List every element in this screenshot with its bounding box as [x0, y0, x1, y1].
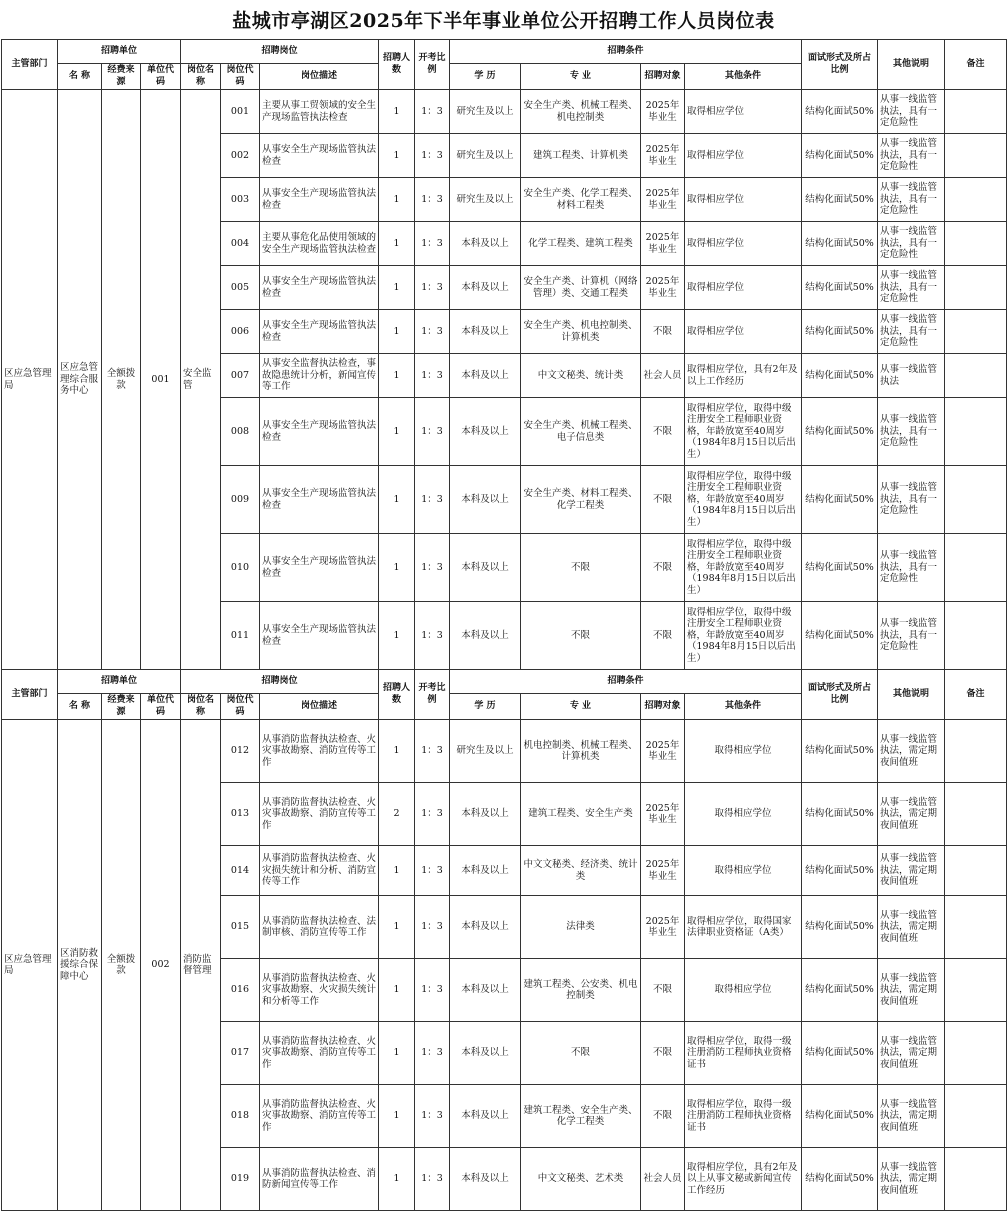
dept-cell: 区应急管理局	[2, 720, 58, 1211]
table-row	[2, 720, 1007, 783]
post-desc-cell: 从事消防监督执法检查、火灾事故勘察、消防宣传等工作	[260, 1085, 379, 1148]
dept-header: 主管部门	[2, 670, 58, 720]
post-desc-cell: 从事消防监督执法检查、法制审核、消防宣传等工作	[260, 896, 379, 959]
edu-cell: 本科及以上	[450, 1148, 521, 1211]
post-desc-cell: 从事消防监督执法检查、火灾损失统计和分析、消防宣传等工作	[260, 846, 379, 896]
target-cell: 社会人员	[641, 1148, 685, 1211]
target-cell: 2025年毕业生	[641, 222, 685, 266]
target-cell: 2025年毕业生	[641, 783, 685, 846]
post-code-cell: 007	[221, 354, 260, 398]
count-cell: 1	[379, 354, 415, 398]
cond-group-header: 招聘条件	[450, 670, 802, 694]
post-group-header: 招聘岗位	[181, 40, 379, 64]
interview-cell: 结构化面试50%	[802, 178, 878, 222]
other-cell: 取得相应学位	[685, 222, 802, 266]
remarks-cell	[945, 466, 1007, 534]
notes-cell: 从事一线监管执法，具有一定危险性	[878, 90, 945, 134]
interview-cell: 结构化面试50%	[802, 90, 878, 134]
post-desc-header: 岗位描述	[260, 694, 379, 720]
ratio-cell: 1：3	[415, 266, 450, 310]
post-desc-cell: 从事安全生产现场监管执法检查	[260, 310, 379, 354]
other-cell: 取得相应学位，取得国家法律职业资格证（A类）	[685, 896, 802, 959]
post-desc-cell: 主要从事工贸领域的安全生产现场监管执法检查	[260, 90, 379, 134]
post-name-header: 岗位名称	[181, 64, 221, 90]
remarks-cell	[945, 959, 1007, 1022]
other-cell: 取得相应学位	[685, 783, 802, 846]
interview-cell: 结构化面试50%	[802, 896, 878, 959]
post-code-cell: 010	[221, 534, 260, 602]
post-desc-cell: 从事安全生产现场监管执法检查	[260, 602, 379, 670]
major-cell: 不限	[521, 1022, 641, 1085]
major-cell: 中文文秘类、统计类	[521, 354, 641, 398]
count-header: 招聘人数	[379, 40, 415, 90]
other-cell: 取得相应学位，取得一级注册消防工程师执业资格证书	[685, 1022, 802, 1085]
post-code-cell: 008	[221, 398, 260, 466]
post-desc-cell: 从事安全生产现场监管执法检查	[260, 398, 379, 466]
target-header: 招聘对象	[641, 694, 685, 720]
post-code-cell: 012	[221, 720, 260, 783]
edu-cell: 本科及以上	[450, 1022, 521, 1085]
edu-cell: 本科及以上	[450, 1085, 521, 1148]
post-code-cell: 011	[221, 602, 260, 670]
count-cell: 2	[379, 783, 415, 846]
post-code-cell: 001	[221, 90, 260, 134]
target-cell: 不限	[641, 959, 685, 1022]
major-cell: 安全生产类、机械工程类、机电控制类	[521, 90, 641, 134]
target-cell: 不限	[641, 1022, 685, 1085]
major-header: 专 业	[521, 694, 641, 720]
target-cell: 不限	[641, 602, 685, 670]
post-desc-cell: 从事安全生产现场监管执法检查	[260, 266, 379, 310]
post-desc-cell: 主要从事危化品使用领域的安全生产现场监管执法检查	[260, 222, 379, 266]
other-cell: 取得相应学位，取得中级注册安全工程师职业资格，年龄放宽至40周岁（1984年8月15日以后出生）	[685, 398, 802, 466]
major-cell: 不限	[521, 602, 641, 670]
remarks-cell	[945, 720, 1007, 783]
notes-cell: 从事一线监管执法，具有一定危险性	[878, 602, 945, 670]
ratio-cell: 1：3	[415, 783, 450, 846]
ratio-cell: 1：3	[415, 534, 450, 602]
interview-header: 面试形式及所占比例	[802, 670, 878, 720]
edu-header: 学 历	[450, 694, 521, 720]
interview-cell: 结构化面试50%	[802, 602, 878, 670]
interview-cell: 结构化面试50%	[802, 1148, 878, 1211]
post-desc-cell: 从事消防监督执法检查、火灾事故勘察、火灾损失统计和分析等工作	[260, 959, 379, 1022]
other-cell: 取得相应学位	[685, 310, 802, 354]
count-cell: 1	[379, 846, 415, 896]
edu-cell: 本科及以上	[450, 846, 521, 896]
post-desc-cell: 从事安全生产现场监管执法检查	[260, 178, 379, 222]
target-header: 招聘对象	[641, 64, 685, 90]
major-cell: 建筑工程类、安全生产类	[521, 783, 641, 846]
interview-cell: 结构化面试50%	[802, 466, 878, 534]
interview-cell: 结构化面试50%	[802, 1085, 878, 1148]
remarks-cell	[945, 602, 1007, 670]
remarks-cell	[945, 310, 1007, 354]
post-desc-cell: 从事安全生产现场监管执法检查	[260, 534, 379, 602]
remarks-cell	[945, 90, 1007, 134]
count-cell: 1	[379, 134, 415, 178]
target-cell: 不限	[641, 466, 685, 534]
notes-cell: 从事一线监管执法，需定期夜间值班	[878, 846, 945, 896]
remarks-cell	[945, 398, 1007, 466]
ratio-cell: 1：3	[415, 1022, 450, 1085]
count-cell: 1	[379, 1148, 415, 1211]
notes-cell: 从事一线监管执法，具有一定危险性	[878, 398, 945, 466]
count-cell: 1	[379, 222, 415, 266]
remarks-cell	[945, 266, 1007, 310]
major-cell: 中文文秘类、艺术类	[521, 1148, 641, 1211]
edu-cell: 研究生及以上	[450, 90, 521, 134]
unit-code-header: 单位代码	[141, 64, 181, 90]
count-cell: 1	[379, 178, 415, 222]
notes-cell: 从事一线监管执法，具有一定危险性	[878, 222, 945, 266]
interview-cell: 结构化面试50%	[802, 134, 878, 178]
page-title: 盐城市亭湖区2025年下半年事业单位公开招聘工作人员岗位表	[232, 10, 775, 32]
notes-cell: 从事一线监管执法，具有一定危险性	[878, 266, 945, 310]
interview-cell: 结构化面试50%	[802, 354, 878, 398]
unit-name-header: 名 称	[58, 694, 102, 720]
count-cell: 1	[379, 466, 415, 534]
header-row	[2, 40, 1007, 64]
count-cell: 1	[379, 959, 415, 1022]
remarks-cell	[945, 178, 1007, 222]
count-cell: 1	[379, 602, 415, 670]
edu-cell: 本科及以上	[450, 466, 521, 534]
post-name-cell: 安全监管	[181, 90, 221, 670]
target-cell: 2025年毕业生	[641, 846, 685, 896]
target-cell: 社会人员	[641, 354, 685, 398]
remarks-cell	[945, 134, 1007, 178]
other-cell: 取得相应学位	[685, 134, 802, 178]
interview-header: 面试形式及所占比例	[802, 40, 878, 90]
post-code-cell: 009	[221, 466, 260, 534]
major-cell: 建筑工程类、计算机类	[521, 134, 641, 178]
post-code-cell: 005	[221, 266, 260, 310]
cond-group-header: 招聘条件	[450, 40, 802, 64]
post-desc-cell: 从事消防监督执法检查、火灾事故勘察、消防宣传等工作	[260, 720, 379, 783]
major-cell: 中文文秘类、经济类、统计类	[521, 846, 641, 896]
post-desc-cell: 从事消防监督执法检查、火灾事故勘察、消防宣传等工作	[260, 783, 379, 846]
fund-cell: 全额拨款	[102, 90, 141, 670]
major-cell: 不限	[521, 534, 641, 602]
edu-cell: 本科及以上	[450, 310, 521, 354]
ratio-cell: 1：3	[415, 896, 450, 959]
edu-cell: 研究生及以上	[450, 134, 521, 178]
remarks-cell	[945, 1022, 1007, 1085]
count-cell: 1	[379, 720, 415, 783]
post-code-cell: 015	[221, 896, 260, 959]
target-cell: 不限	[641, 398, 685, 466]
count-cell: 1	[379, 896, 415, 959]
other-header: 其他条件	[685, 64, 802, 90]
target-cell: 2025年毕业生	[641, 134, 685, 178]
post-desc-cell: 从事消防监督执法检查、火灾事故勘察、消防宣传等工作	[260, 1022, 379, 1085]
edu-cell: 本科及以上	[450, 354, 521, 398]
ratio-cell: 1：3	[415, 90, 450, 134]
edu-cell: 研究生及以上	[450, 720, 521, 783]
job-table	[1, 39, 1007, 1211]
other-cell: 取得相应学位，取得中级注册安全工程师职业资格，年龄放宽至40周岁（1984年8月15日以后出生）	[685, 466, 802, 534]
post-code-cell: 002	[221, 134, 260, 178]
remarks-cell	[945, 1148, 1007, 1211]
unit-group-header: 招聘单位	[58, 40, 181, 64]
notes-cell: 从事一线监管执法	[878, 354, 945, 398]
post-code-cell: 017	[221, 1022, 260, 1085]
interview-cell: 结构化面试50%	[802, 1022, 878, 1085]
major-cell: 建筑工程类、公安类、机电控制类	[521, 959, 641, 1022]
edu-cell: 本科及以上	[450, 602, 521, 670]
fund-header: 经费来源	[102, 64, 141, 90]
count-cell: 1	[379, 534, 415, 602]
ratio-cell: 1：3	[415, 602, 450, 670]
unit-name-cell: 区应急管理综合服务中心	[58, 90, 102, 670]
post-code-cell: 003	[221, 178, 260, 222]
remarks-cell	[945, 846, 1007, 896]
post-desc-cell: 从事安全监督执法检查，事故隐患统计分析，新闻宣传等工作	[260, 354, 379, 398]
target-cell: 不限	[641, 310, 685, 354]
unit-group-header: 招聘单位	[58, 670, 181, 694]
target-cell: 不限	[641, 1085, 685, 1148]
count-header: 招聘人数	[379, 670, 415, 720]
other-cell: 取得相应学位，取得中级注册安全工程师职业资格，年龄放宽至40周岁（1984年8月15日以后出生）	[685, 602, 802, 670]
interview-cell: 结构化面试50%	[802, 266, 878, 310]
post-desc-cell: 从事安全生产现场监管执法检查	[260, 466, 379, 534]
count-cell: 1	[379, 90, 415, 134]
post-group-header: 招聘岗位	[181, 670, 379, 694]
ratio-cell: 1：3	[415, 398, 450, 466]
ratio-cell: 1：3	[415, 466, 450, 534]
target-cell: 2025年毕业生	[641, 896, 685, 959]
edu-cell: 本科及以上	[450, 398, 521, 466]
interview-cell: 结构化面试50%	[802, 398, 878, 466]
post-code-header: 岗位代码	[221, 64, 260, 90]
ratio-cell: 1：3	[415, 134, 450, 178]
post-code-header: 岗位代码	[221, 694, 260, 720]
post-desc-header: 岗位描述	[260, 64, 379, 90]
remarks-header: 备注	[945, 670, 1007, 720]
major-cell: 机电控制类、机械工程类、计算机类	[521, 720, 641, 783]
notes-cell: 从事一线监管执法，需定期夜间值班	[878, 1148, 945, 1211]
post-desc-cell: 从事消防监督执法检查、消防新闻宣传等工作	[260, 1148, 379, 1211]
target-cell: 2025年毕业生	[641, 266, 685, 310]
post-code-cell: 006	[221, 310, 260, 354]
other-cell: 取得相应学位，取得一级注册消防工程师执业资格证书	[685, 1085, 802, 1148]
edu-cell: 本科及以上	[450, 534, 521, 602]
notes-cell: 从事一线监管执法，具有一定危险性	[878, 178, 945, 222]
target-cell: 2025年毕业生	[641, 720, 685, 783]
ratio-cell: 1：3	[415, 846, 450, 896]
other-header: 其他条件	[685, 694, 802, 720]
major-cell: 化学工程类、建筑工程类	[521, 222, 641, 266]
fund-cell: 全额拨款	[102, 720, 141, 1211]
interview-cell: 结构化面试50%	[802, 534, 878, 602]
notes-cell: 从事一线监管执法，需定期夜间值班	[878, 896, 945, 959]
post-desc-cell: 从事安全生产现场监管执法检查	[260, 134, 379, 178]
interview-cell: 结构化面试50%	[802, 222, 878, 266]
other-cell: 取得相应学位	[685, 846, 802, 896]
remarks-cell	[945, 896, 1007, 959]
header-row	[2, 670, 1007, 694]
unit-code-cell: 001	[141, 90, 181, 670]
unit-code-header: 单位代码	[141, 694, 181, 720]
other-cell: 取得相应学位	[685, 266, 802, 310]
other-cell: 取得相应学位	[685, 178, 802, 222]
notes-cell: 从事一线监管执法，需定期夜间值班	[878, 783, 945, 846]
post-code-cell: 004	[221, 222, 260, 266]
post-code-cell: 013	[221, 783, 260, 846]
major-cell: 安全生产类、机电控制类、计算机类	[521, 310, 641, 354]
dept-cell: 区应急管理局	[2, 90, 58, 670]
notes-cell: 从事一线监管执法，具有一定危险性	[878, 466, 945, 534]
major-cell: 安全生产类、材料工程类、化学工程类	[521, 466, 641, 534]
interview-cell: 结构化面试50%	[802, 959, 878, 1022]
other-cell: 取得相应学位	[685, 720, 802, 783]
major-cell: 法律类	[521, 896, 641, 959]
notes-cell: 从事一线监管执法，需定期夜间值班	[878, 1022, 945, 1085]
notes-cell: 从事一线监管执法，需定期夜间值班	[878, 1085, 945, 1148]
target-cell: 2025年毕业生	[641, 90, 685, 134]
remarks-cell	[945, 222, 1007, 266]
post-name-cell: 消防监督管理	[181, 720, 221, 1211]
notes-header: 其他说明	[878, 670, 945, 720]
ratio-cell: 1：3	[415, 222, 450, 266]
ratio-cell: 1：3	[415, 720, 450, 783]
count-cell: 1	[379, 1085, 415, 1148]
ratio-cell: 1：3	[415, 1148, 450, 1211]
interview-cell: 结构化面试50%	[802, 846, 878, 896]
unit-name-cell: 区消防救援综合保障中心	[58, 720, 102, 1211]
edu-cell: 本科及以上	[450, 222, 521, 266]
table-row	[2, 90, 1007, 134]
major-cell: 安全生产类、化学工程类、材料工程类	[521, 178, 641, 222]
notes-cell: 从事一线监管执法，具有一定危险性	[878, 310, 945, 354]
target-cell: 不限	[641, 534, 685, 602]
unit-name-header: 名 称	[58, 64, 102, 90]
remarks-header: 备注	[945, 40, 1007, 90]
count-cell: 1	[379, 310, 415, 354]
notes-cell: 从事一线监管执法，具有一定危险性	[878, 534, 945, 602]
count-cell: 1	[379, 398, 415, 466]
remarks-cell	[945, 783, 1007, 846]
edu-cell: 研究生及以上	[450, 178, 521, 222]
ratio-cell: 1：3	[415, 310, 450, 354]
interview-cell: 结构化面试50%	[802, 720, 878, 783]
remarks-cell	[945, 534, 1007, 602]
ratio-cell: 1：3	[415, 1085, 450, 1148]
other-cell: 取得相应学位，具有2年及以上工作经历	[685, 354, 802, 398]
edu-cell: 本科及以上	[450, 266, 521, 310]
ratio-cell: 1：3	[415, 178, 450, 222]
notes-cell: 从事一线监管执法，具有一定危险性	[878, 134, 945, 178]
ratio-header: 开考比例	[415, 670, 450, 720]
other-cell: 取得相应学位，取得中级注册安全工程师职业资格，年龄放宽至40周岁（1984年8月15日以后出生）	[685, 534, 802, 602]
notes-cell: 从事一线监管执法，需定期夜间值班	[878, 959, 945, 1022]
ratio-cell: 1：3	[415, 959, 450, 1022]
ratio-cell: 1：3	[415, 354, 450, 398]
notes-header: 其他说明	[878, 40, 945, 90]
count-cell: 1	[379, 1022, 415, 1085]
edu-cell: 本科及以上	[450, 959, 521, 1022]
notes-cell: 从事一线监管执法，需定期夜间值班	[878, 720, 945, 783]
target-cell: 2025年毕业生	[641, 178, 685, 222]
unit-code-cell: 002	[141, 720, 181, 1211]
edu-cell: 本科及以上	[450, 896, 521, 959]
count-cell: 1	[379, 266, 415, 310]
major-header: 专 业	[521, 64, 641, 90]
major-cell: 安全生产类、机械工程类、电子信息类	[521, 398, 641, 466]
interview-cell: 结构化面试50%	[802, 310, 878, 354]
edu-cell: 本科及以上	[450, 783, 521, 846]
fund-header: 经费来源	[102, 694, 141, 720]
major-cell: 安全生产类、计算机（网络管理）类、交通工程类	[521, 266, 641, 310]
major-cell: 建筑工程类、安全生产类、化学工程类	[521, 1085, 641, 1148]
dept-header: 主管部门	[2, 40, 58, 90]
remarks-cell	[945, 354, 1007, 398]
ratio-header: 开考比例	[415, 40, 450, 90]
post-code-cell: 019	[221, 1148, 260, 1211]
post-code-cell: 018	[221, 1085, 260, 1148]
remarks-cell	[945, 1085, 1007, 1148]
other-cell: 取得相应学位	[685, 959, 802, 1022]
edu-header: 学 历	[450, 64, 521, 90]
post-name-header: 岗位名称	[181, 694, 221, 720]
other-cell: 取得相应学位，具有2年及以上从事文秘或新闻宣传工作经历	[685, 1148, 802, 1211]
post-code-cell: 014	[221, 846, 260, 896]
other-cell: 取得相应学位	[685, 90, 802, 134]
post-code-cell: 016	[221, 959, 260, 1022]
interview-cell: 结构化面试50%	[802, 783, 878, 846]
